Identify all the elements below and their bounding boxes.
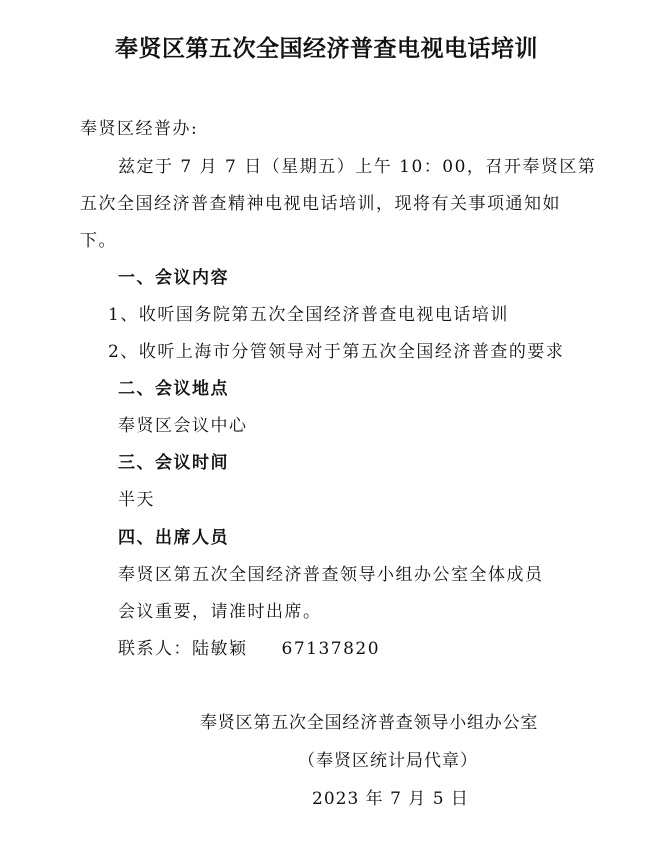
signature-seal-note: （奉贤区统计局代章） <box>298 751 478 771</box>
section-heading-location: 二、会议地点 <box>118 379 229 399</box>
section-heading-time: 三、会议时间 <box>118 453 229 473</box>
contact-label: 联系人：陆敏颖 <box>118 639 248 659</box>
intro-line-2: 五次全国经济普查精神电视电话培训，现将有关事项通知如 <box>80 194 561 214</box>
intro-line-3: 下。 <box>80 231 117 251</box>
contact-line <box>118 634 380 659</box>
signature-date: 2023 年 7 月 5 日 <box>312 789 469 809</box>
document-title: 奉贤区第五次全国经济普查电视电话培训 <box>115 36 538 62</box>
signature-org: 奉贤区第五次全国经济普查领导小组办公室 <box>200 713 539 733</box>
attendees-value: 奉贤区第五次全国经济普查领导小组办公室全体成员 <box>118 565 544 585</box>
content-item-2: 2、收听上海市分管领导对于第五次全国经济普查的要求 <box>108 342 565 362</box>
time-value: 半天 <box>118 490 155 510</box>
location-value: 奉贤区会议中心 <box>118 416 248 436</box>
attendance-note: 会议重要，请准时出席。 <box>118 602 322 622</box>
section-heading-content: 一、会议内容 <box>118 268 229 288</box>
content-item-1: 1、收听国务院第五次全国经济普查电视电话培训 <box>108 305 509 325</box>
section-heading-attendees: 四、出席人员 <box>118 528 229 548</box>
addressee: 奉贤区经普办: <box>80 119 199 139</box>
contact-phone: 67137820 <box>281 639 381 659</box>
intro-line-1: 兹定于 7 月 7 日（星期五）上午 10：00，召开奉贤区第 <box>118 157 597 177</box>
